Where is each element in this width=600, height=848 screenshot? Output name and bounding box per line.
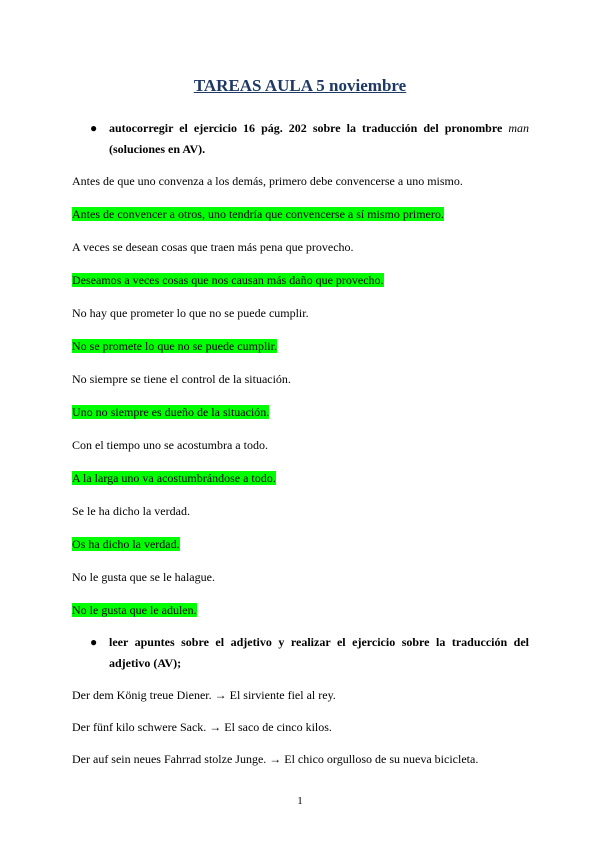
highlighted-text: Antes de convencer a otros, uno tendría que convencerse a sí mismo primero. — [72, 207, 444, 221]
highlighted-text: Os ha dicho la verdad. — [72, 537, 180, 551]
example-line: Der auf sein neues Fahrrad stolze Junge. → El chico orgulloso de su nueva bicicleta. — [72, 752, 479, 766]
sentence-text: No hay que prometer lo que no se puede cumplir. — [72, 306, 309, 320]
page-number: 1 — [297, 795, 303, 807]
translation-line — [72, 404, 269, 420]
bullet-icon: ● — [90, 121, 98, 135]
sentence-line — [72, 239, 354, 255]
sentence-text: Con el tiempo uno se acostumbra a todo. — [72, 438, 268, 452]
sentence-line — [72, 305, 309, 321]
highlighted-text: A la larga uno va acostumbrándose a todo. — [72, 471, 276, 485]
page-title: TAREAS AULA 5 noviembre — [193, 76, 407, 95]
example-line: Der dem König treue Diener. → El sirviente fiel al rey. — [72, 688, 336, 702]
sentence-line — [72, 503, 190, 519]
bullet-text-1: autocorregir el ejercicio 16 pág. 202 sobre la traducción del pronombre man (soluciones en AV). — [109, 121, 529, 156]
sentence-line — [72, 173, 463, 189]
italic-word: man — [508, 121, 529, 135]
sentence-line — [72, 569, 215, 585]
sentence-line — [72, 371, 291, 387]
sentence-text: Se le ha dicho la verdad. — [72, 504, 190, 518]
translation-line — [72, 272, 384, 288]
highlighted-text: No se promete lo que no se puede cumplir. — [72, 339, 277, 353]
highlighted-text: Deseamos a veces cosas que nos causan más daño que provecho. — [72, 273, 384, 287]
sentence-text: No siempre se tiene el control de la situación. — [72, 372, 291, 386]
sentence-text: Antes de que uno convenza a los demás, primero debe convencerse a uno mismo. — [72, 174, 463, 188]
translation-line — [72, 206, 444, 222]
sentence-text: No le gusta que se le halague. — [72, 570, 215, 584]
highlighted-text: No le gusta que le adulen. — [72, 603, 197, 617]
sentence-text: A veces se desean cosas que traen más pena que provecho. — [72, 240, 354, 254]
translation-line — [72, 536, 180, 552]
sentence-line — [72, 437, 268, 453]
highlighted-text: Uno no siempre es dueño de la situación. — [72, 405, 270, 419]
translation-line — [72, 470, 276, 486]
example-line: Der fünf kilo schwere Sack. → El saco de cinco kilos. — [72, 720, 332, 734]
translation-line — [72, 338, 277, 354]
translation-line — [72, 602, 197, 618]
bullet-icon: ● — [90, 635, 98, 649]
bullet-text-2: leer apuntes sobre el adjetivo y realizar el ejercicio sobre la traducción del adjetivo (AV); — [109, 635, 529, 670]
